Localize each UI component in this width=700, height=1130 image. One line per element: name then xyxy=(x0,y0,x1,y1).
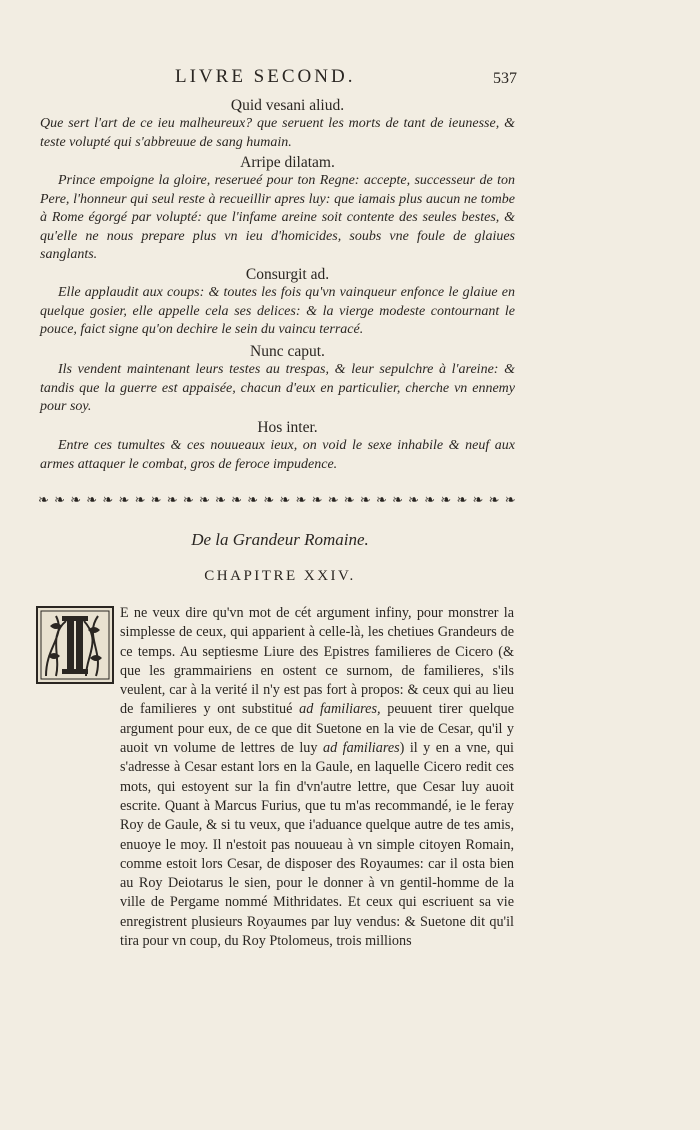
verse-2-french: Prince empoigne la gloire, reserueé pour ton Regne: accepte, successeur de ton Pere, l'honneur qui seul reste à recueillir apres luy: que iamais plus aucun ne tombe à Rome égorgé par volupté: que l'infame areine soit contente des seules bestes, & qu'elle ne nous prepare plus vn ieu d'homicides, soubs vne foule de glaiues sanglants. xyxy=(40,173,515,262)
fleuron-icon: ❧ xyxy=(198,492,210,507)
verse-3 xyxy=(40,265,515,340)
fleuron-icon: ❧ xyxy=(247,492,259,507)
paragraph-mid: peuuent tirer quelque argument pour eux, de ce que dit Suetone en la vie de Cesar, qu'il y auoit vn volume de lettres de luy xyxy=(120,701,515,757)
verse-5-latin: Hos inter. xyxy=(257,419,318,436)
verse-1 xyxy=(40,96,515,152)
fleuron-icon: ❧ xyxy=(166,492,178,507)
section-title: De la Grandeur Romaine. xyxy=(191,530,369,549)
fleuron-icon: ❧ xyxy=(504,492,516,507)
chapter-body xyxy=(36,604,514,951)
running-head: LIVRE SECOND. xyxy=(175,66,356,87)
fleuron-icon: ❧ xyxy=(456,492,468,507)
fleuron-icon: ❧ xyxy=(70,492,82,507)
ornament-band xyxy=(38,492,516,508)
fleuron-icon: ❧ xyxy=(440,492,452,507)
verse-2-latin: Arripe dilatam. xyxy=(240,154,335,171)
fleuron-icon: ❧ xyxy=(343,492,355,507)
fleuron-icon: ❧ xyxy=(359,492,371,507)
fleuron-icon: ❧ xyxy=(392,492,403,507)
fleuron-icon: ❧ xyxy=(86,492,98,507)
fleuron-icon: ❧ xyxy=(150,492,162,507)
fleuron-icon: ❧ xyxy=(182,492,194,507)
fleuron-icon: ❧ xyxy=(263,492,275,507)
fleuron-icon: ❧ xyxy=(118,492,130,507)
verse-4-french: Ils vendent maintenant leurs testes au trespas, & leur sepulchre à l'areine: & tandis que la guerre est appaisée, chacun d'eux en particulier, cherche vn ennemy pour soy. xyxy=(40,362,515,414)
fleuron-icon: ❧ xyxy=(38,492,49,507)
verse-2 xyxy=(40,153,515,265)
paragraph-rest: ) il y en a vne, qui s'adresse à Cesar estant lors en la Gaule, en laquelle Cicero redit ces mots, qui estoyent sur la fin d'vn'autre lettre, que Cesar luy auoit escrite. Quant à Marcus Furius, que tu m'as recommandé, ie le feray Roy de Gaule, & si tu veux, que i'aduance quelque autre de tes amis, enuoye le moy. Il n'estoit pas nouueau à vn simple citoyen Romain, comme estoit lors Cesar, de disposer des Royaumes: car il osta bien au Roy Deiotarus le sien, pour le donner à vn gentil-homme de la ville de Pergame nommé Mithridates. Et ceux qui escriuent sa vie enregistrent plusieurs Royaumes par luy vendus: & Suetone dit qu'il tira pour vn coup, du Roy Ptolomeus, trois millions xyxy=(120,740,514,950)
fleuron-icon: ❧ xyxy=(311,492,323,507)
paragraph-intro: E ne veux dire qu'vn mot de cét argument infiny, pour monstrer la simplesse de ceux, qui apparient à celle-là, les chetiues Grandeurs de ce temps. Au septiesme Liure des Epistres familieres de Cicero (& que les grammairiens en ostent ce surnom, de familieres, s'ils veulent, car à la verité il n'y est pas fort à propos: & ceux qui au lieu de familieres y ont substitué xyxy=(120,605,514,718)
fleuron-icon: ❧ xyxy=(215,492,226,507)
fleuron-icon: ❧ xyxy=(408,492,420,507)
fleuron-icon: ❧ xyxy=(327,492,339,507)
verse-1-latin: Quid vesani aliud. xyxy=(230,97,345,114)
chapter-paragraph xyxy=(36,604,514,951)
verse-5 xyxy=(40,418,515,474)
fleuron-icon: ❧ xyxy=(231,492,243,507)
fleuron-icon: ❧ xyxy=(279,492,291,507)
verse-4-latin: Nunc caput. xyxy=(250,343,325,360)
fleuron-icon: ❧ xyxy=(54,492,65,507)
chapter-title: CHAPITRE XXIV. xyxy=(204,568,356,584)
page-header xyxy=(0,66,700,96)
italic-phrase-1: ad familiares, xyxy=(299,701,381,718)
page-number: 537 xyxy=(493,70,517,87)
fleuron-icon: ❧ xyxy=(488,492,500,507)
verse-3-french: Elle applaudit aux coups: & toutes les fois qu'vn vainqueur enfonce le glaiue en quelque gosier, elle appelle cela ses delices: & la vierge modeste contournant le pouce, faict signe qu'on dechire le sein du vaincu terracé. xyxy=(40,285,515,337)
fleuron-icon: ❧ xyxy=(472,492,484,507)
fleuron-icon: ❧ xyxy=(424,492,436,507)
fleuron-icon: ❧ xyxy=(134,492,146,507)
verse-5-french: Entre ces tumultes & ces nouueaux ieux, on void le sexe inhabile & neuf aux armes attaquer le combat, gros de feroce impudence. xyxy=(40,438,515,472)
fleuron-icon: ❧ xyxy=(375,492,387,507)
fleuron-icon: ❧ xyxy=(295,492,307,507)
fleuron-icon: ❧ xyxy=(102,492,114,507)
verse-4 xyxy=(40,342,515,417)
italic-phrase-2: ad familiares xyxy=(322,740,400,757)
verse-3-latin: Consurgit ad. xyxy=(245,266,330,283)
verse-1-french: Que sert l'art de ce ieu malheureux? que seruent les morts de tant de ieunesse, & teste volupté qui s'abbreuue de sang humain. xyxy=(40,116,515,150)
